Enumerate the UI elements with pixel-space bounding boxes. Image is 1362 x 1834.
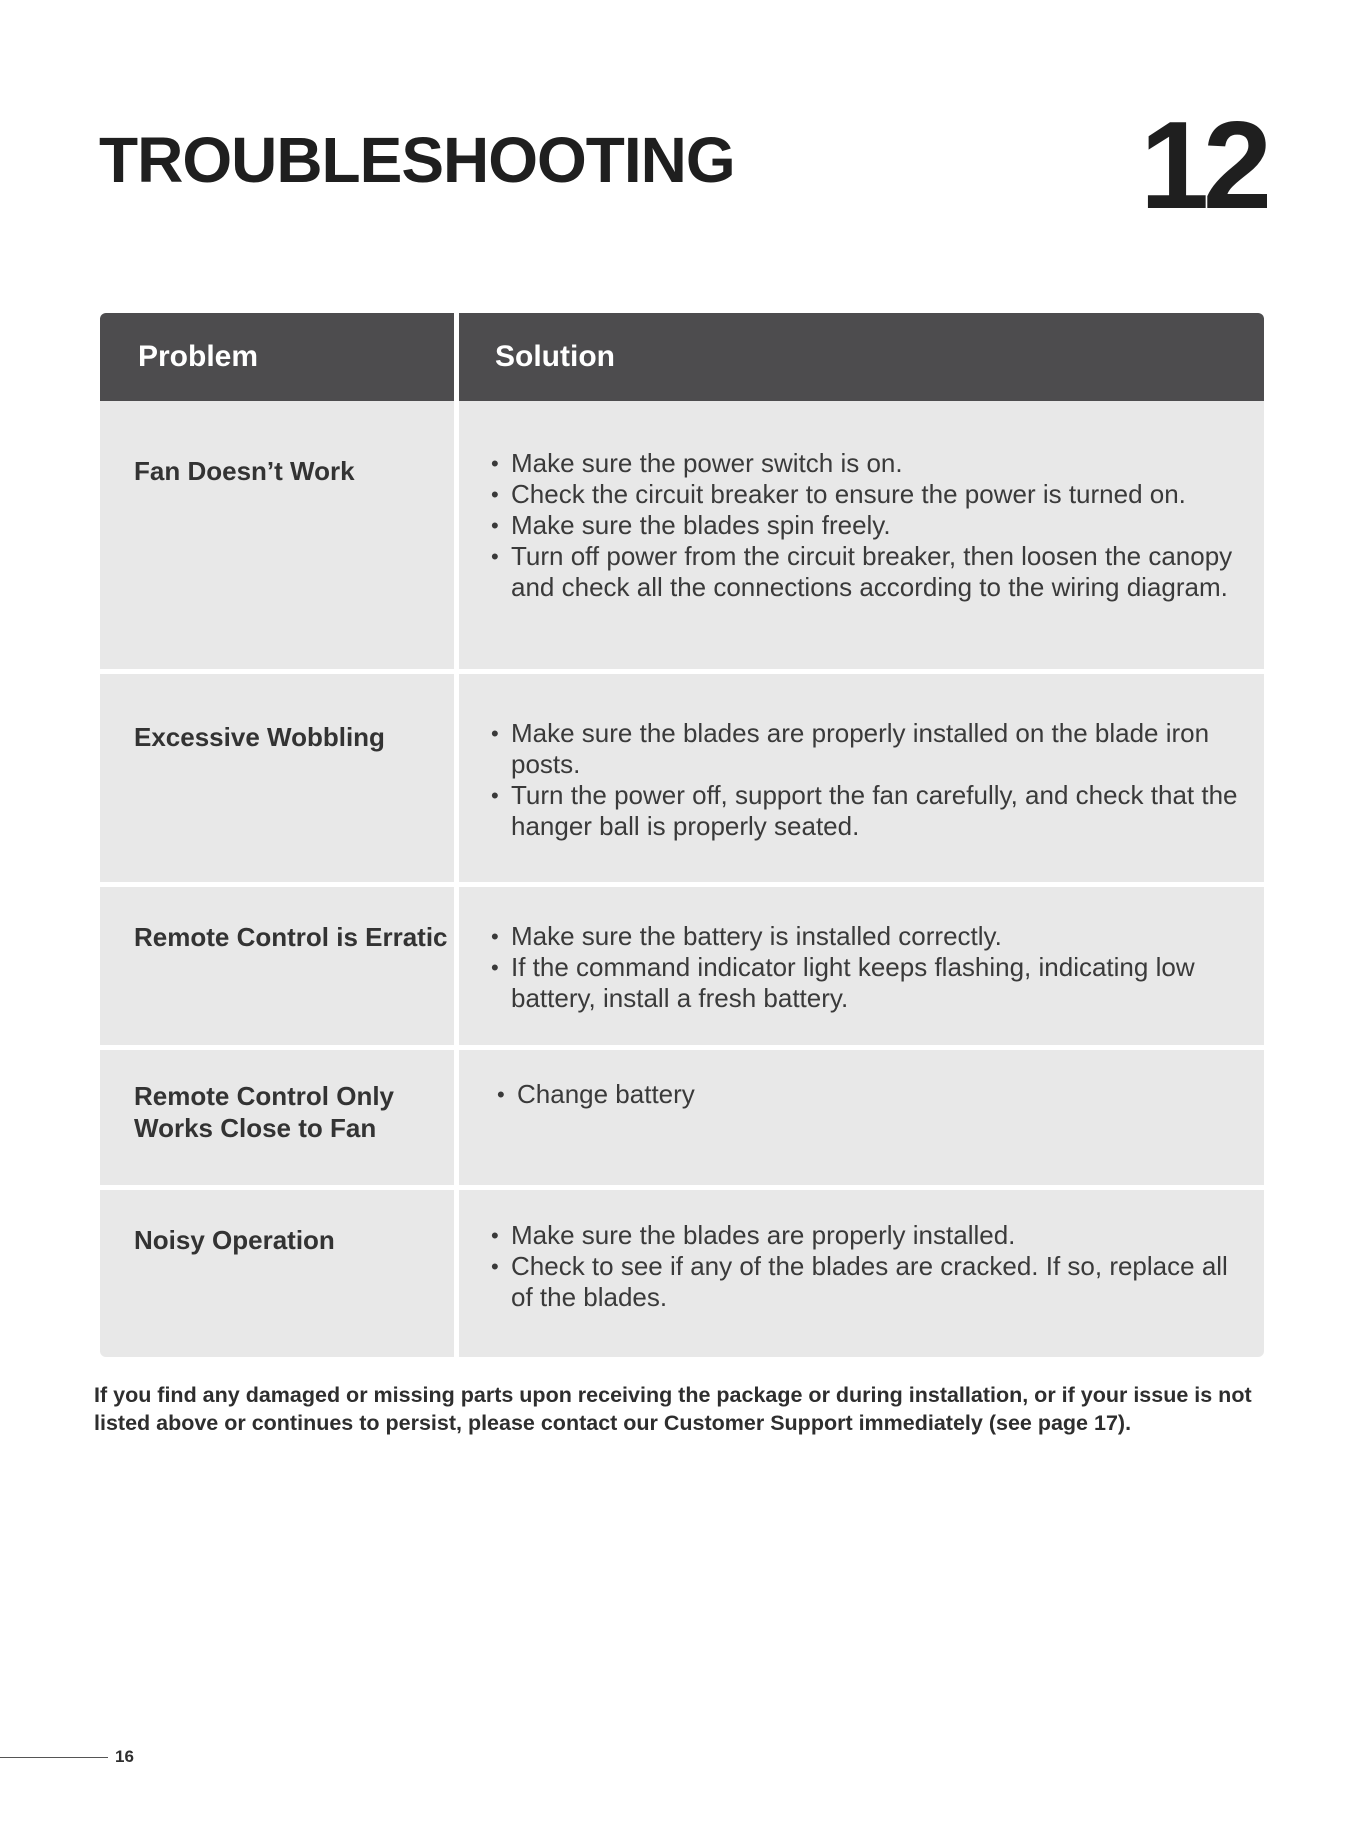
solution-cell — [459, 401, 1264, 669]
header-problem: Problem — [138, 340, 259, 373]
table-row — [100, 1185, 1264, 1357]
page-title: TROUBLESHOOTING — [99, 124, 735, 196]
table-row — [100, 401, 1264, 669]
solution-item: • Change battery — [497, 1079, 1244, 1110]
troubleshooting-table — [100, 313, 1264, 1357]
table-header — [100, 313, 1264, 401]
solution-item: • Turn the power off, support the fan carefully, and check that the hanger ball is properly seated. — [491, 780, 1244, 842]
problem-cell: Remote Control is Erratic — [134, 922, 448, 952]
support-note: If you find any damaged or missing parts upon receiving the package or during installation, or if your issue is not listed above or continues to persist, please contact our Customer Support immediately (see page 17). — [94, 1383, 1252, 1435]
solution-item: • Make sure the power switch is on. — [491, 448, 1244, 479]
page-number: 16 — [115, 1747, 134, 1766]
solution-cell — [459, 887, 1264, 1045]
solution-item: • Make sure the blades spin freely. — [491, 510, 1244, 541]
table-row — [100, 1045, 1264, 1185]
solution-cell — [459, 674, 1264, 882]
table-row — [100, 669, 1264, 882]
table-row — [100, 882, 1264, 1045]
problem-cell: Fan Doesn’t Work — [134, 456, 355, 486]
solution-item: • Make sure the blades are properly installed on the blade iron posts. — [491, 718, 1244, 780]
solution-item: • Make sure the battery is installed correctly. — [491, 921, 1244, 952]
solution-cell — [459, 1050, 1264, 1185]
problem-cell: Excessive Wobbling — [134, 722, 385, 752]
solution-item: • Turn off power from the circuit breaker, then loosen the canopy and check all the connections according to the wiring diagram. — [491, 541, 1244, 603]
problem-cell: Remote Control Only Works Close to Fan — [134, 1081, 395, 1143]
solution-item: • Check the circuit breaker to ensure the power is turned on. — [491, 479, 1244, 510]
solution-cell — [459, 1190, 1264, 1357]
footer-rule — [0, 1757, 108, 1758]
section-number: 12 — [1140, 97, 1266, 235]
problem-cell: Noisy Operation — [134, 1225, 335, 1255]
solution-item: • Make sure the blades are properly installed. — [491, 1220, 1244, 1251]
solution-item: • Check to see if any of the blades are cracked. If so, replace all of the blades. — [491, 1251, 1244, 1313]
header-solution: Solution — [495, 340, 615, 373]
solution-item: • If the command indicator light keeps flashing, indicating low battery, install a fresh battery. — [491, 952, 1244, 1014]
